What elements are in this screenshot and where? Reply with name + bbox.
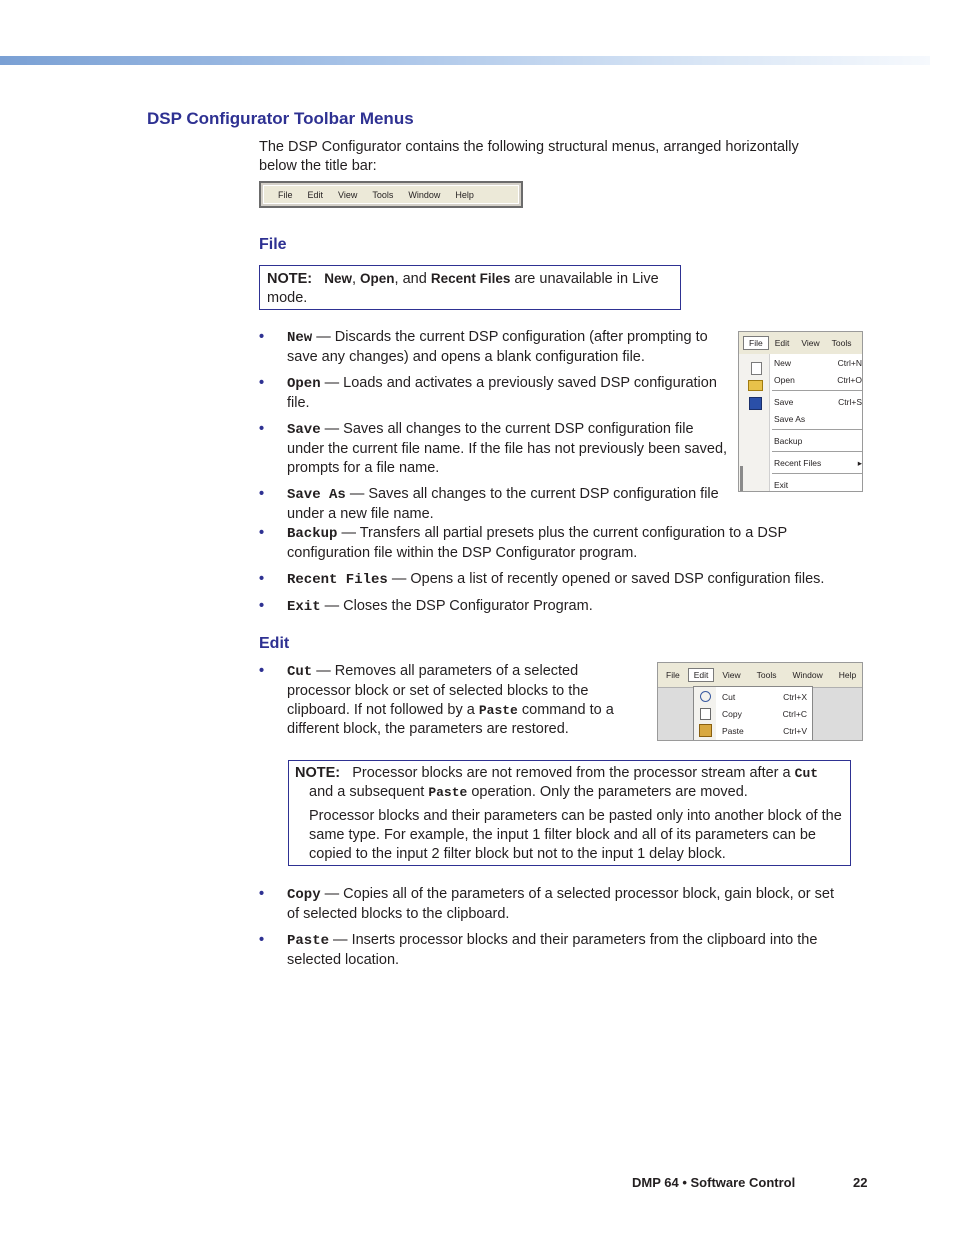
menu-view: View [338,189,358,200]
list-item: • Exit — Closes the DSP Configurator Program. [259,598,593,615]
edit-heading: Edit [259,635,290,652]
intro-text: The DSP Configurator contains the following structural menus, arranged horizontally below the title bar: [259,139,799,174]
edit-menu-screenshot [657,662,863,741]
open-folder-icon [748,380,763,391]
em-bar-edit: Edit [688,668,715,682]
footer-title: DMP 64 • Software Control [632,1175,796,1190]
scissors-icon [700,691,711,702]
em-bar-help: Help [838,670,857,680]
fm-bar-view: View [801,338,820,348]
em-item-copy: Copy Ctrl+C [722,709,807,719]
copy-icon [700,708,711,720]
em-item-cut: Cut Ctrl+X [722,692,807,702]
fm-bar-file: File [743,336,769,350]
file-bullets-bottom [259,524,859,624]
note-term-new: New [324,271,352,286]
list-item: • New — Discards the current DSP configuration (after prompting to save any changes) and opens a blank configuration file. [259,329,708,365]
menubar-screenshot [259,181,523,208]
menu-window: Window [408,189,441,200]
paste-icon [699,724,712,737]
file-note: NOTE: New, Open, and Recent Files are unavailable in Live mode. [259,265,681,310]
menu-tools: Tools [372,189,394,200]
list-item: • Save — Saves all changes to the current DSP configuration file under the current file name. If the file has not previously been saved, prompts for a file name. [259,421,728,476]
em-bar-file: File [666,670,680,680]
menu-help: Help [455,189,474,200]
em-bar-view: View [722,670,741,680]
note-label: NOTE: [267,271,313,287]
fm-item-save: Save Ctrl+S [774,397,862,407]
save-disk-icon [749,397,762,410]
list-item: • Recent Files — Opens a list of recently opened or saved DSP configuration files. [259,571,825,588]
list-item: • Backup — Transfers all partial presets plus the current configuration to a DSP configuration file within the DSP Configurator program. [259,525,787,561]
note-term-recent: Recent Files [430,271,511,286]
list-item: • Open — Loads and activates a previously saved DSP configuration file. [259,375,717,411]
menu-edit: Edit [307,189,324,200]
file-heading: File [259,236,287,253]
new-file-icon [751,362,762,375]
edit-bullets [259,885,849,977]
note-paragraph: Processor blocks and their parameters can be pasted only into another block of the same type. For example, the input 1 filter block and all of its parameters can be copied to the input 2 filter block but not to the input 1 delay block. [309,808,842,862]
edit-note: NOTE: Processor blocks are not removed from the processor stream after a Cut and a subsequent Paste operation. Only the parameters are moved. Processor blocks and their parameters can be pasted only into another block of the same type. For example, the input 1 filter block and all of its parameters can be copied to the input 2 filter block but not to the input 1 delay block. [288,760,851,866]
section-heading: DSP Configurator Toolbar Menus [147,109,414,128]
fm-item-save-as: Save As [774,414,806,424]
fm-item-open: Open Ctrl+O [774,375,862,385]
list-item: • Cut — Removes all parameters of a selected processor block or set of selected blocks to the clipboard. If not followed by a Paste command to a different block, the parameters are restored. [259,663,614,737]
header-rule [0,56,930,65]
fm-item-recent: Recent Files ▸ [774,458,862,468]
page-number: 22 [853,1175,868,1190]
list-item: • Copy — Copies all of the parameters of a selected processor block, gain block, or set of selected blocks to the clipboard. [259,886,834,922]
list-item: • Save As — Saves all changes to the current DSP configuration file under a new file name. [259,486,719,522]
em-bar-tools: Tools [756,670,777,680]
fm-item-backup: Backup [774,436,803,446]
note-term-open: Open [360,271,395,286]
fm-bar-tools: Tools [831,338,852,348]
file-menu-screenshot [738,331,863,492]
edit-cut-bullet [259,662,641,746]
em-bar-window: Window [792,670,823,680]
fm-item-exit: Exit [774,480,789,490]
menu-file: File [278,189,293,200]
note-label: NOTE: [295,765,341,781]
em-item-paste: Paste Ctrl+V [722,726,807,736]
file-bullets-top [259,328,729,531]
list-item: • Paste — Inserts processor blocks and their parameters from the clipboard into the selected location. [259,932,818,968]
fm-item-new: New Ctrl+N [774,358,862,368]
fm-bar-edit: Edit [774,338,790,348]
